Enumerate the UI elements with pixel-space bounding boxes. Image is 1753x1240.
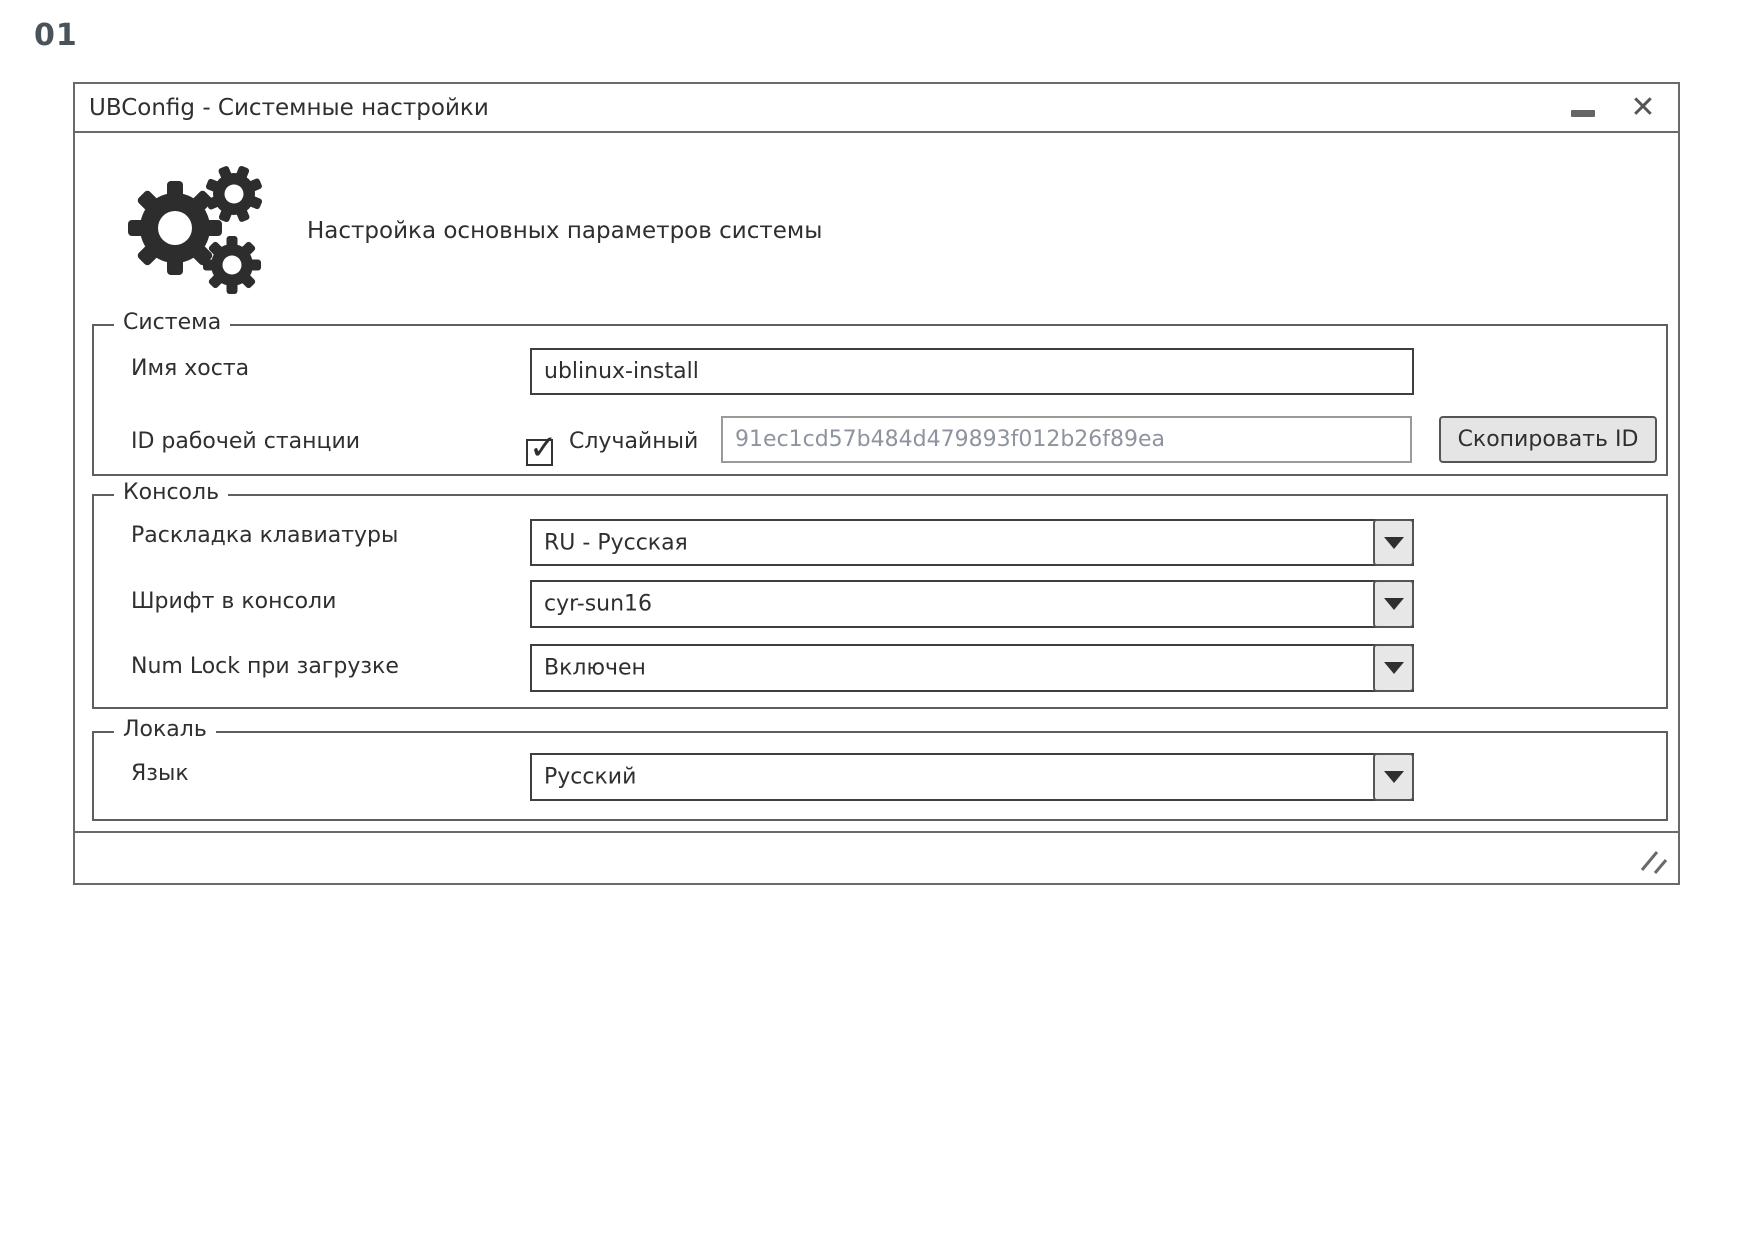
- group-locale-legend: Локаль: [114, 717, 216, 742]
- group-locale: [92, 717, 1668, 821]
- group-console-legend: Консоль: [114, 480, 228, 505]
- resize-grip[interactable]: [1638, 849, 1668, 875]
- close-button[interactable]: [1626, 90, 1660, 126]
- hostname-label: Имя хоста: [131, 356, 250, 381]
- numlock-select[interactable]: [530, 644, 1414, 692]
- check-mark-icon: ✓: [529, 428, 558, 468]
- console-font-label: Шрифт в консоли: [131, 589, 337, 614]
- minimize-button[interactable]: [1568, 90, 1598, 126]
- titlebar: [75, 84, 1678, 133]
- language-value: Русский: [544, 764, 637, 790]
- chevron-down-icon: [1384, 662, 1404, 674]
- numlock-value: Включен: [544, 655, 646, 681]
- hostname-input[interactable]: [530, 348, 1414, 395]
- language-dropdown-button[interactable]: [1373, 753, 1414, 801]
- chevron-down-icon: [1384, 598, 1404, 610]
- keyboard-layout-value: RU - Русская: [544, 530, 688, 555]
- group-system-legend: Система: [114, 310, 230, 335]
- ubconfig-window: [73, 82, 1680, 885]
- numlock-dropdown-button[interactable]: [1373, 644, 1414, 692]
- window-title: UBConfig - Системные настройки: [89, 94, 489, 121]
- console-font-select[interactable]: [530, 580, 1414, 628]
- group-system: [92, 310, 1668, 476]
- chevron-down-icon: [1384, 537, 1404, 549]
- workstation-id-input[interactable]: [721, 416, 1412, 463]
- page-number-label: 01: [34, 18, 78, 53]
- keyboard-layout-select[interactable]: [530, 519, 1414, 566]
- gears-icon: [125, 164, 265, 296]
- console-font-value: cyr-sun16: [544, 591, 653, 617]
- chevron-down-icon: [1384, 771, 1404, 783]
- status-bar: [75, 831, 1678, 883]
- language-select[interactable]: [530, 753, 1414, 801]
- close-icon: ✕: [1630, 89, 1656, 125]
- numlock-label: Num Lock при загрузке: [131, 654, 399, 679]
- random-id-checkbox[interactable]: [526, 428, 558, 468]
- language-label: Язык: [131, 761, 189, 786]
- dialog-caption: Настройка основных параметров системы: [307, 218, 823, 244]
- copy-id-button-label: Скопировать ID: [1457, 427, 1639, 452]
- copy-id-button[interactable]: [1439, 416, 1657, 463]
- console-font-dropdown-button[interactable]: [1373, 580, 1414, 628]
- keyboard-layout-label: Раскладка клавиатуры: [131, 523, 399, 548]
- group-console: [92, 480, 1668, 709]
- workstation-id-label: ID рабочей станции: [131, 429, 361, 454]
- minimize-icon: [1571, 110, 1595, 117]
- random-checkbox-label: Случайный: [569, 429, 699, 454]
- keyboard-layout-dropdown-button[interactable]: [1373, 519, 1414, 566]
